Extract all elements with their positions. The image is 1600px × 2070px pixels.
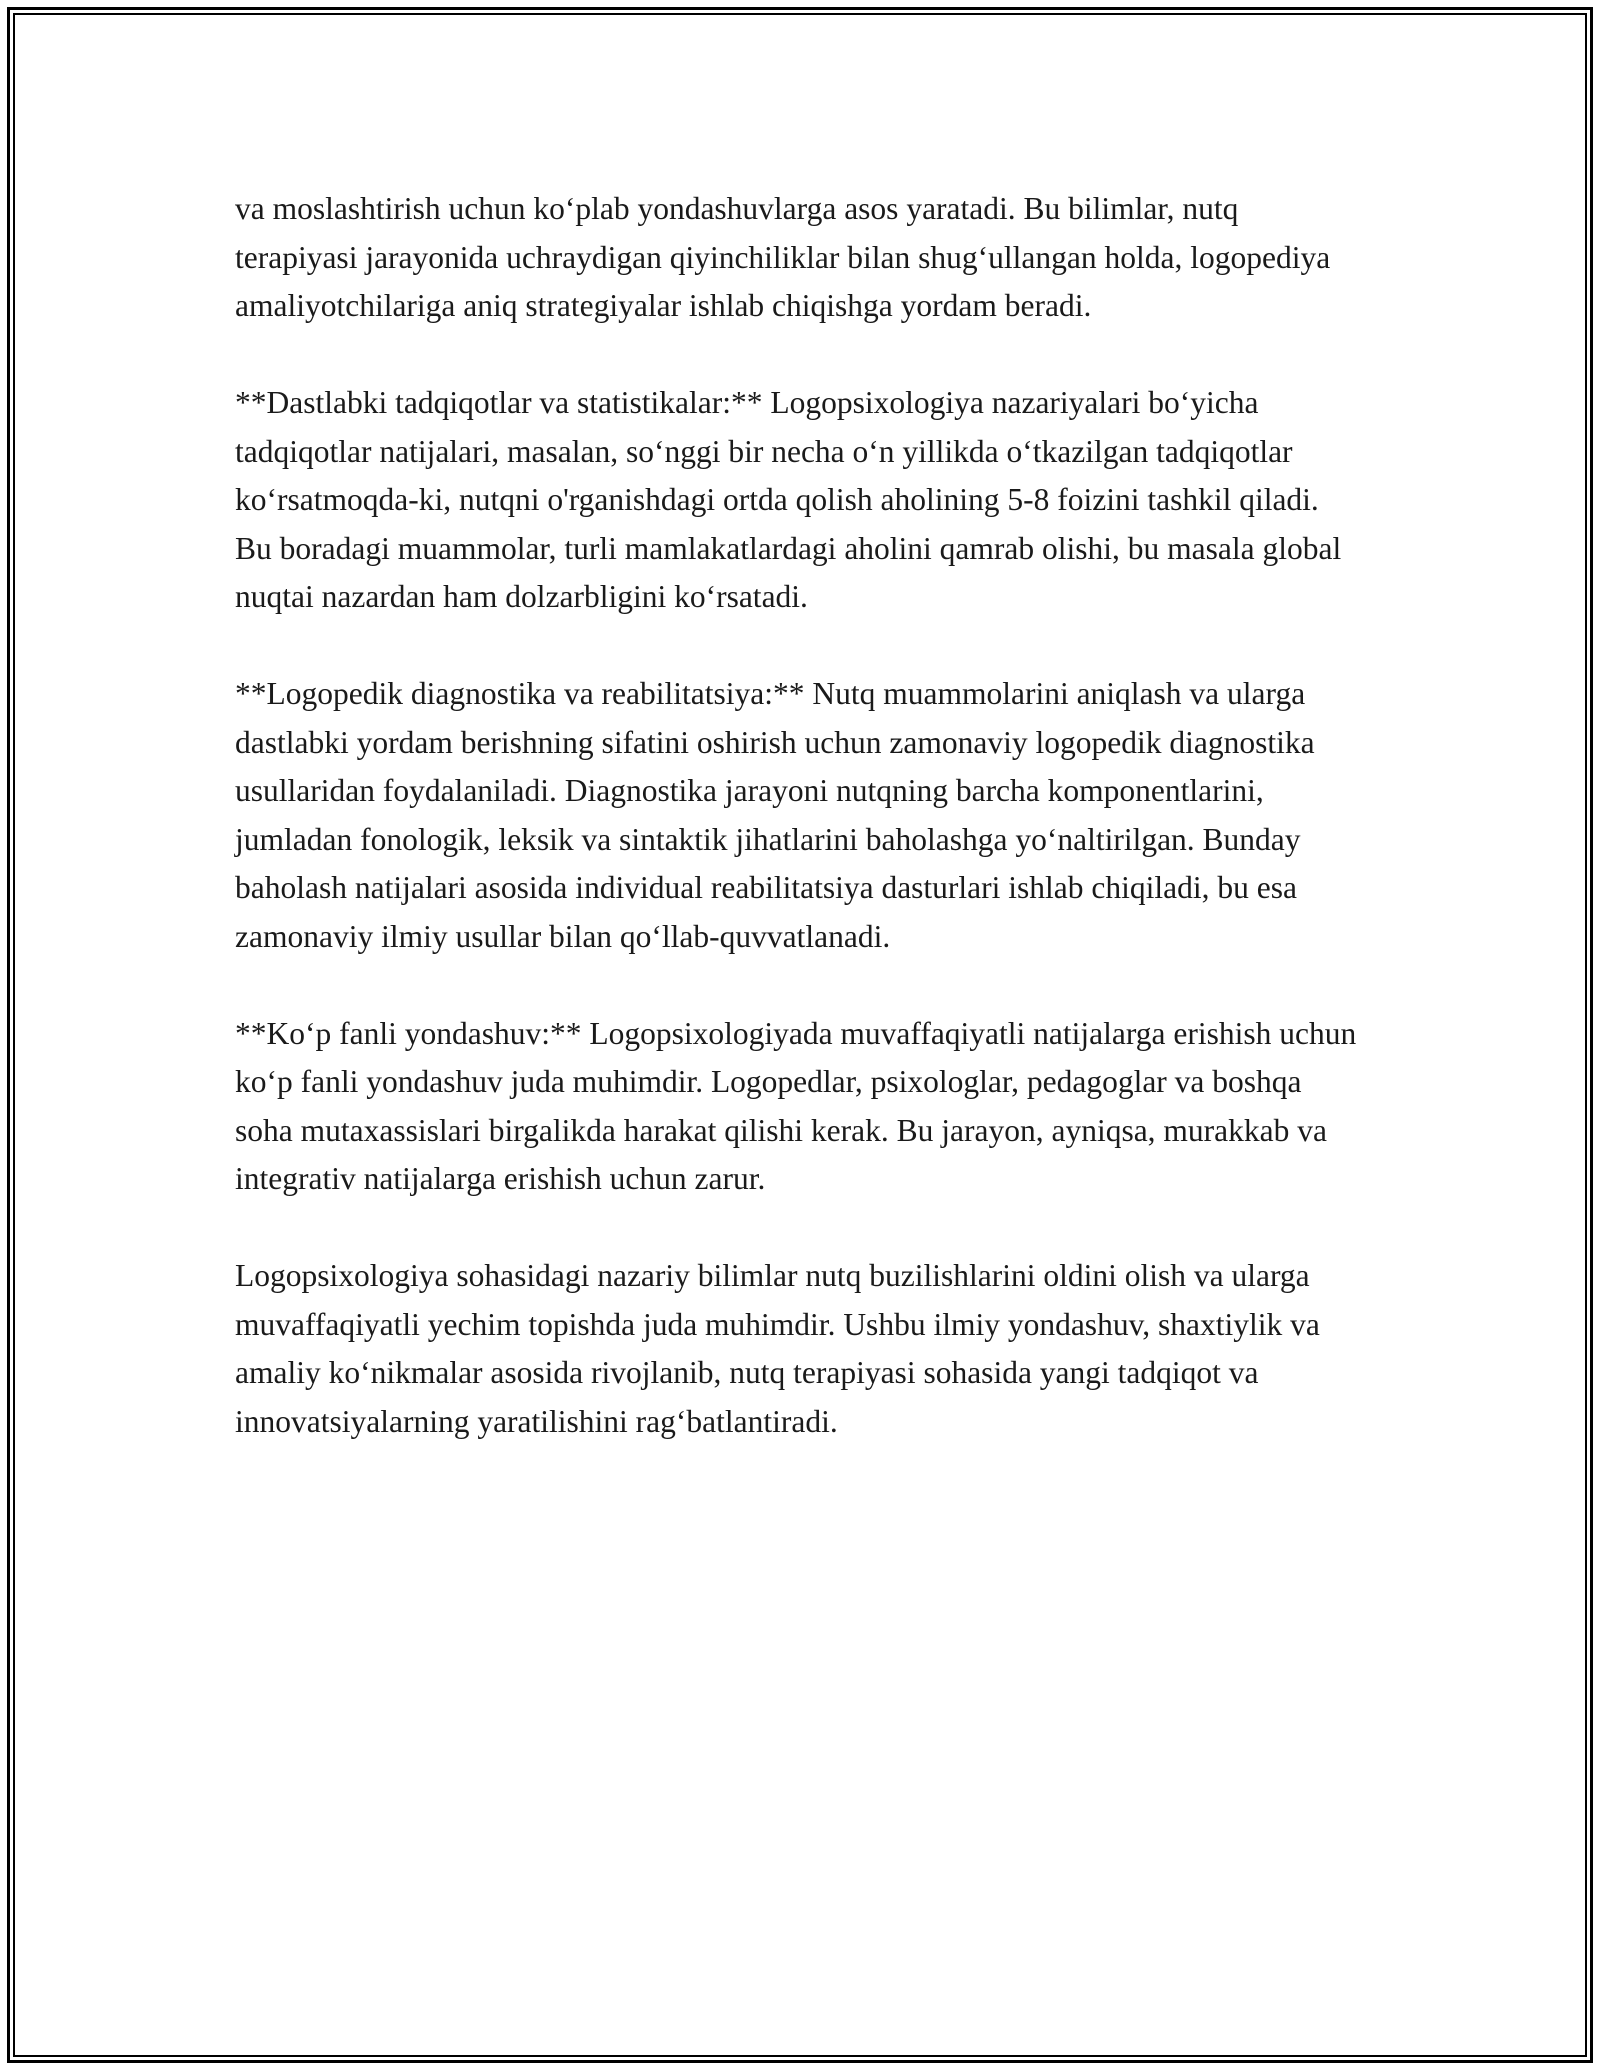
document-body bbox=[235, 185, 1360, 1495]
paragraph-diagnostics-rehabilitation: **Logopedik diagnostika va reabilitatsiya:** Nutq muammolarini aniqlash va ularga dastlabki yordam berishning sifatini oshirish uchun zamonaviy logopedik diagnostika usullaridan foydalaniladi. Diagnostika jarayoni nutqning barcha komponentlarini, jumladan fonologik, leksik va sintaktik jihatlarini baholashga yo‘naltirilgan. Bunday baholash natijalari asosida individual reabilitatsiya dasturlari ishlab chiqiladi, bu esa zamonaviy ilmiy usullar bilan qo‘llab-quvvatlanadi. bbox=[235, 676, 1315, 954]
paragraph-multidisciplinary-approach: **Ko‘p fanli yondashuv:** Logopsixologiyada muvaffaqiyatli natijalarga erishish uchun ko‘p fanli yondashuv juda muhimdir. Logopedlar, psixologlar, pedagoglar va boshqa soha mutaxassislari birgalikda harakat qilishi kerak. Bu jarayon, ayniqsa, murakkab va integrativ natijalarga erishish uchun zarur. bbox=[235, 1015, 1357, 1196]
paragraph-conclusion: Logopsixologiya sohasidagi nazariy bilimlar nutq buzilishlarini oldini olish va ularga muvaffaqiyatli yechim topishda juda muhimdir. Ushbu ilmiy yondashuv, shaxtiylik va amaliy ko‘nikmalar asosida rivojlanib, nutq terapiyasi sohasida yangi tadqiqot va innovatsiyalarning yaratilishini rag‘batlantiradi. bbox=[235, 1258, 1320, 1439]
paragraph-intro-continuation: va moslashtirish uchun ko‘plab yondashuvlarga asos yaratadi. Bu bilimlar, nutq terapiyasi jarayonida uchraydigan qiyinchiliklar bilan shug‘ullangan holda, logopediya amaliyotchilariga aniq strategiyalar ishlab chiqishga yordam beradi. bbox=[235, 191, 1331, 323]
paragraph-initial-research: **Dastlabki tadqiqotlar va statistikalar:** Logopsixologiya nazariyalari bo‘yicha tadqiqotlar natijalari, masalan, so‘nggi bir necha o‘n yillikda o‘tkazilgan tadqiqotlar ko‘rsatmoqda-ki, nutqni o'rganishdagi ortda qolish aholining 5-8 foizini tashkil qiladi. Bu boradagi muammolar, turli mamlakatlardagi aholini qamrab olishi, bu masala global nuqtai nazardan ham dolzarbligini ko‘rsatadi. bbox=[235, 385, 1342, 614]
